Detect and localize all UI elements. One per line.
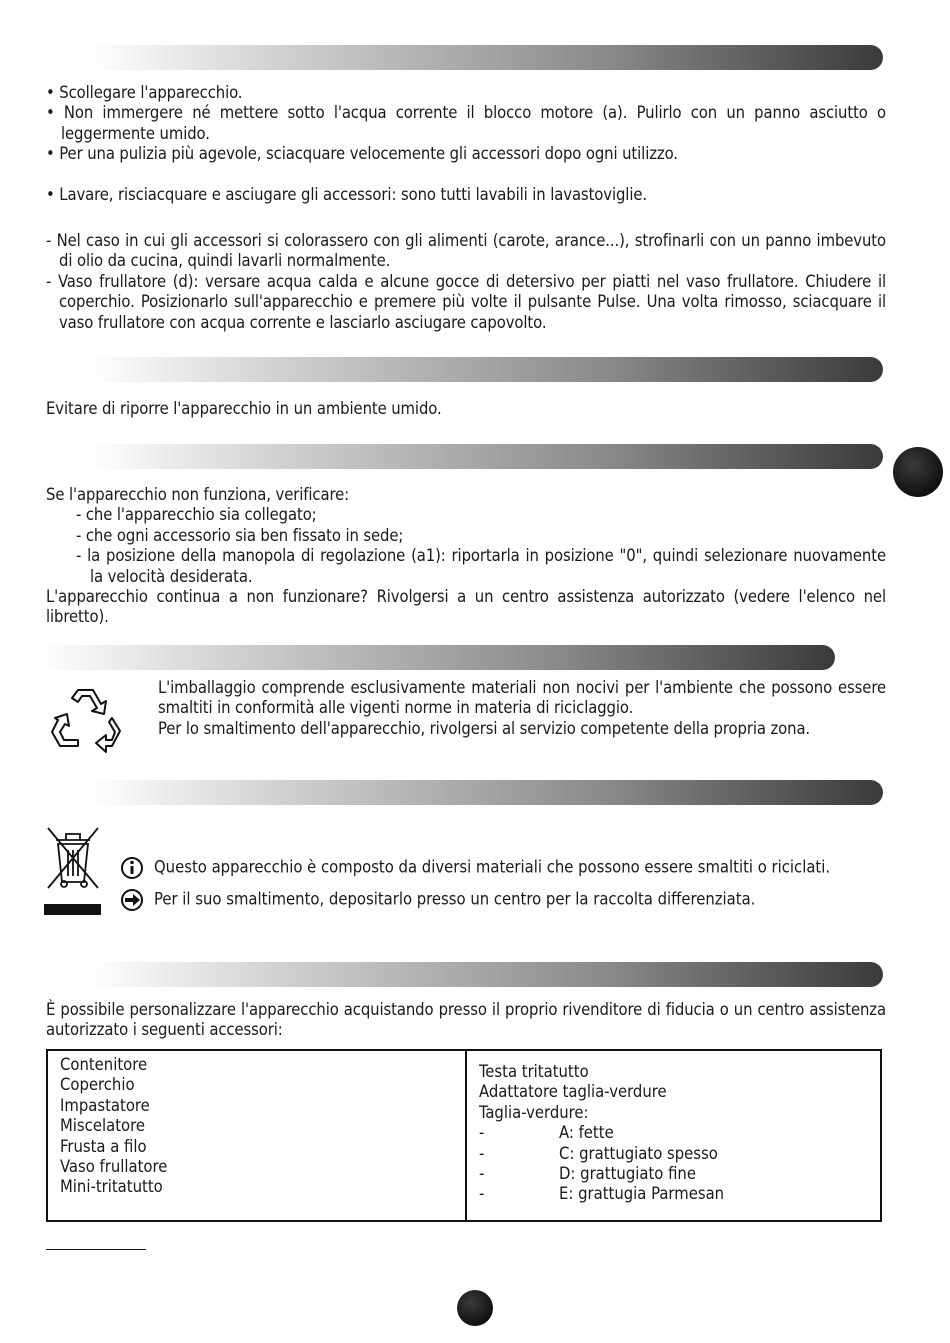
troubleshooting-item: - che l'apparecchio sia collegato; <box>76 505 317 525</box>
accessory-item: Miscelatore <box>60 1116 145 1136</box>
cleaning-dash-item: - Nel caso in cui gli accessori si colorassero con gli alimenti (carote, arance...), strofinarli con un panno imbevuto di olio da cucina, quindi lavarli normalmente. <box>46 231 886 271</box>
accessory-item: Testa tritatutto <box>479 1062 589 1081</box>
accessory-item: Taglia-verdure: <box>479 1102 589 1122</box>
crossed-bin-icon <box>44 826 102 916</box>
disposal-info-row <box>120 856 830 880</box>
accessory-item: Frusta a filo <box>60 1136 147 1156</box>
recycle-icon <box>48 680 128 754</box>
section-header-bar <box>90 780 883 805</box>
side-tab-marker <box>893 447 943 497</box>
cleaning-dash-item: - Vaso frullatore (d): versare acqua calda e alcune gocce di detersivo per piatti nel vaso frullatore. Chiudere il coperchio. Posizionarlo sull'apparecchio e premere più volte il pulsante Pulse. Una volta rimosso, sciacquare il vaso frullatore con acqua corrente e lasciarlo asciugare capovolto. <box>46 271 886 332</box>
info-icon <box>120 856 144 880</box>
accessory-item: Adattatore taglia-verdure <box>479 1082 667 1102</box>
arrow-right-icon <box>120 888 144 912</box>
footnote-divider <box>46 1249 146 1250</box>
disposal-action-text: Per il suo smaltimento, depositarlo presso un centro per la raccolta differenziata. <box>154 889 756 909</box>
accessory-item: Impastatore <box>60 1095 150 1115</box>
cutter-option: - A: fette <box>479 1123 614 1143</box>
cutter-option: - D: grattugiato fine <box>479 1164 696 1184</box>
cutter-option: - E: grattugia Parmesan <box>479 1184 725 1204</box>
cleaning-bullet: • Per una pulizia più agevole, sciacquare velocemente gli accessori dopo ogni utilizzo. <box>46 144 678 164</box>
cleaning-section <box>46 83 886 333</box>
cleaning-bullet: • Lavare, risciacquare e asciugare gli accessori: sono tutti lavabili in lavastoviglie. <box>46 184 647 204</box>
storage-text: Evitare di riporre l'apparecchio in un ambiente umido. <box>46 399 442 418</box>
accessories-table <box>46 1049 882 1222</box>
packaging-text <box>158 678 886 739</box>
storage-section <box>46 399 886 419</box>
disposal-info-text: Questo apparecchio è composto da diversi materiali che possono essere smaltiti o riciclati. <box>154 857 831 877</box>
accessory-item: Vaso frullatore <box>60 1157 168 1177</box>
troubleshooting-item: - che ogni accessorio sia ben fissato in sede; <box>76 525 404 545</box>
accessory-item: Contenitore <box>60 1055 148 1074</box>
troubleshooting-section <box>46 485 886 628</box>
section-header-bar <box>90 444 883 469</box>
troubleshooting-intro: Se l'apparecchio non funziona, verificare: <box>46 485 350 504</box>
accessory-item: Coperchio <box>60 1075 135 1095</box>
packaging-line: L'imballaggio comprende esclusivamente materiali non nocivi per l'ambiente che possono essere smaltiti in conformità alle vigenti norme in materia di riciclaggio. <box>158 678 886 718</box>
page-marker <box>457 1290 493 1326</box>
accessories-intro <box>46 1000 886 1041</box>
accessories-left-cell <box>47 1050 466 1221</box>
section-header-bar <box>90 45 883 70</box>
disposal-action-row <box>120 888 755 912</box>
troubleshooting-outro: L'apparecchio continua a non funzionare? Rivolgersi a un centro assistenza autorizzato (vedere l'elenco nel libretto). <box>46 587 886 627</box>
troubleshooting-item: - la posizione della manopola di regolazione (a1): riportarla in posizione "0", quindi selezionare nuovamente la velocità desiderata. <box>76 546 886 586</box>
cleaning-bullet: • Non immergere né mettere sotto l'acqua corrente il blocco motore (a). Pulirlo con un panno asciutto o leggermente umido. <box>46 103 886 143</box>
section-header-bar <box>90 357 883 382</box>
cutter-option: - C: grattugiato spesso <box>479 1143 718 1163</box>
cleaning-bullet: • Scollegare l'apparecchio. <box>46 83 243 102</box>
accessories-right-cell <box>466 1050 881 1221</box>
accessory-item: Mini-tritatutto <box>60 1177 163 1197</box>
section-header-bar <box>90 962 883 987</box>
packaging-line: Per lo smaltimento dell'apparecchio, rivolgersi al servizio competente della propria zona. <box>158 718 811 738</box>
section-header-bar <box>40 645 835 670</box>
accessories-intro-text: È possibile personalizzare l'apparecchio acquistando presso il proprio rivenditore di fiducia o un centro assistenza autorizzato i seguenti accessori: <box>46 1000 886 1040</box>
